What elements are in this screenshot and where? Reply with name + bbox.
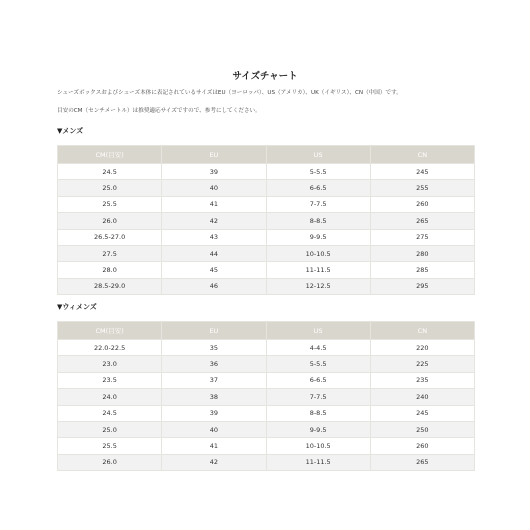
cell-cm: 26.5-27.0 [58,229,162,245]
table-row [58,454,475,470]
womens-size-table [57,321,475,471]
cell-cm: 25.5 [58,196,162,212]
cell-us: 12-12.5 [266,278,370,294]
table-row [58,164,475,180]
column-header-eu: EU [162,146,266,164]
description-line-1: シューズボックスおよびシューズ本体に表記されているサイズはEU（ヨーロッパ）、US（アメリカ）、UK（イギリス）、CN（中国）です。 [57,90,402,96]
cell-eu: 44 [162,245,266,261]
cell-us: 7-7.5 [266,389,370,405]
cell-cn: 265 [370,213,474,229]
cell-cm: 25.0 [58,180,162,196]
cell-cm: 23.5 [58,372,162,388]
table-row [58,196,475,212]
cell-cn: 220 [370,340,474,356]
cell-cn: 265 [370,454,474,470]
cell-us: 11-11.5 [266,262,370,278]
cell-cm: 23.0 [58,356,162,372]
page-title: サイズチャート [232,71,298,82]
cell-eu: 37 [162,372,266,388]
mens-size-table [57,145,475,295]
cell-eu: 40 [162,421,266,437]
cell-eu: 35 [162,340,266,356]
cell-cn: 260 [370,196,474,212]
table-row [58,278,475,294]
table-row [58,405,475,421]
cell-cn: 260 [370,438,474,454]
cell-cn: 285 [370,262,474,278]
cell-cm: 24.5 [58,164,162,180]
table-row [58,438,475,454]
table-header-row [58,322,475,340]
cell-eu: 45 [162,262,266,278]
table-row [58,389,475,405]
cell-cn: 295 [370,278,474,294]
table-row [58,421,475,437]
table-row [58,245,475,261]
column-header-cn: CN [370,146,474,164]
cell-cn: 225 [370,356,474,372]
cell-us: 8-8.5 [266,405,370,421]
cell-cn: 245 [370,405,474,421]
column-header-eu: EU [162,322,266,340]
cell-us: 9-9.5 [266,229,370,245]
cell-us: 8-8.5 [266,213,370,229]
cell-cn: 240 [370,389,474,405]
table-row [58,356,475,372]
cell-eu: 42 [162,213,266,229]
column-header-us: US [266,322,370,340]
cell-eu: 40 [162,180,266,196]
cell-us: 5-5.5 [266,356,370,372]
cell-eu: 39 [162,405,266,421]
table-header-row [58,146,475,164]
table-row [58,213,475,229]
column-header-cm: CM(目安) [58,146,162,164]
cell-us: 10-10.5 [266,438,370,454]
cell-us: 11-11.5 [266,454,370,470]
cell-cm: 25.5 [58,438,162,454]
cell-cn: 250 [370,421,474,437]
cell-cn: 280 [370,245,474,261]
cell-us: 7-7.5 [266,196,370,212]
cell-cm: 24.5 [58,405,162,421]
cell-us: 4-4.5 [266,340,370,356]
table-row [58,180,475,196]
column-header-us: US [266,146,370,164]
cell-cn: 255 [370,180,474,196]
cell-cn: 245 [370,164,474,180]
cell-us: 6-6.5 [266,180,370,196]
table-row [58,372,475,388]
cell-eu: 46 [162,278,266,294]
cell-us: 10-10.5 [266,245,370,261]
cell-us: 6-6.5 [266,372,370,388]
cell-cm: 28.5-29.0 [58,278,162,294]
cell-eu: 42 [162,454,266,470]
cell-eu: 39 [162,164,266,180]
mens-section-heading: ▼メンズ [57,127,84,135]
cell-cn: 235 [370,372,474,388]
cell-cm: 28.0 [58,262,162,278]
cell-cm: 26.0 [58,213,162,229]
cell-cm: 26.0 [58,454,162,470]
womens-section-heading: ▼ウィメンズ [57,303,97,311]
cell-cm: 27.5 [58,245,162,261]
cell-eu: 41 [162,196,266,212]
cell-eu: 41 [162,438,266,454]
cell-eu: 36 [162,356,266,372]
cell-cm: 24.0 [58,389,162,405]
cell-us: 5-5.5 [266,164,370,180]
cell-eu: 38 [162,389,266,405]
table-row [58,340,475,356]
description-line-2: 目安のCM（センチメートル）は推奨適応サイズですので、参考にしてください。 [57,108,261,114]
column-header-cn: CN [370,322,474,340]
cell-cm: 25.0 [58,421,162,437]
table-row [58,229,475,245]
cell-eu: 43 [162,229,266,245]
cell-cm: 22.0-22.5 [58,340,162,356]
cell-us: 9-9.5 [266,421,370,437]
column-header-cm: CM(目安) [58,322,162,340]
table-row [58,262,475,278]
cell-cn: 275 [370,229,474,245]
